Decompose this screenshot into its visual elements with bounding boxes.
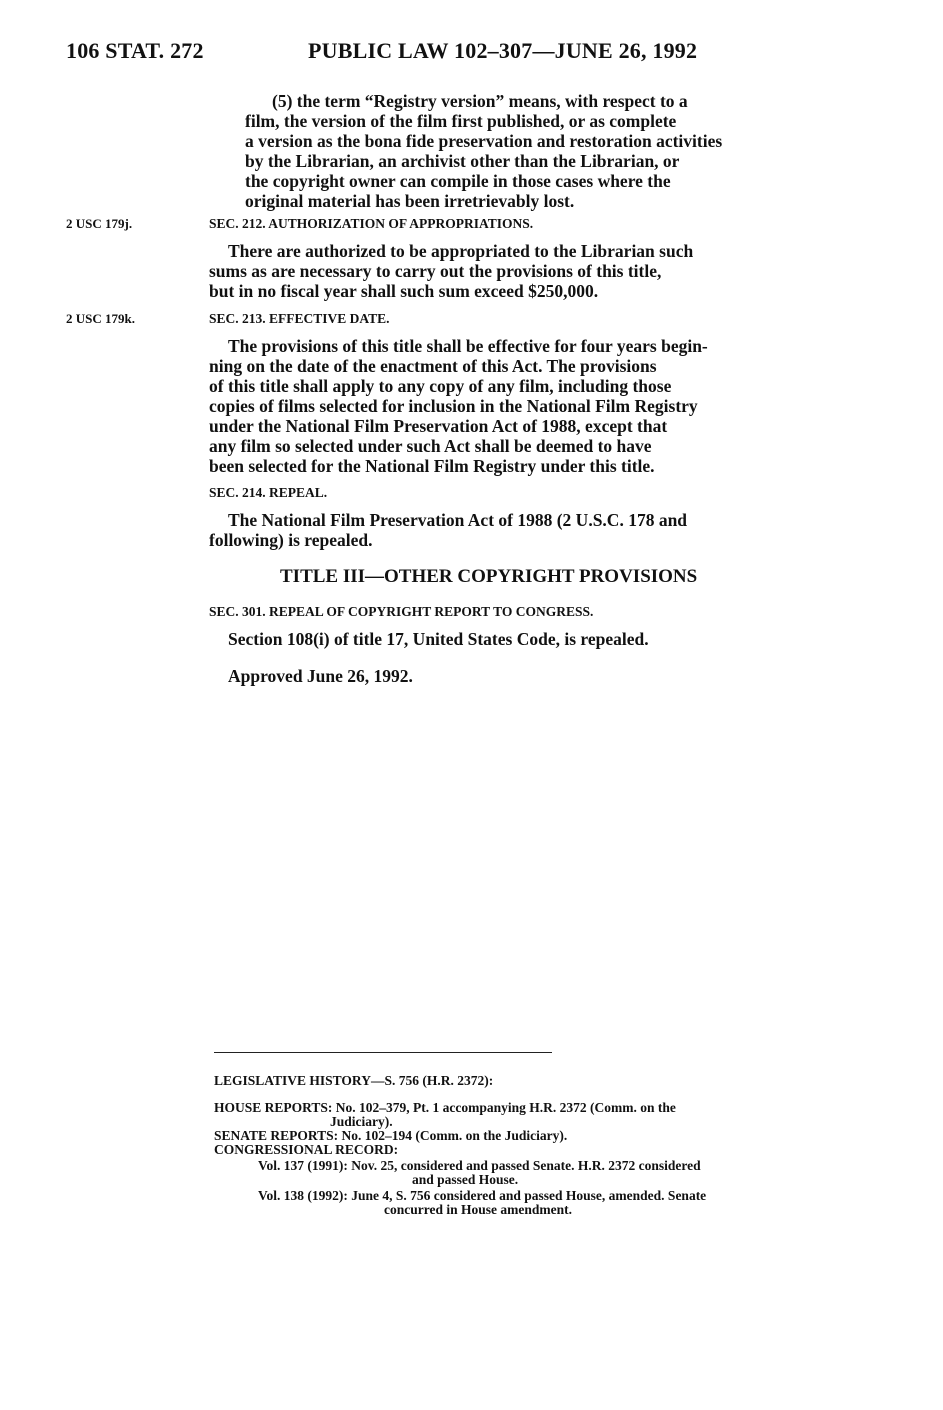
text-line: following) is repealed. (209, 530, 373, 550)
record-vol-138-cont: concurred in House amendment. (384, 1202, 572, 1217)
text-line: of this title shall apply to any copy of any film, including those (209, 376, 672, 396)
text-line: any film so selected under such Act shall be deemed to have (209, 436, 652, 456)
section-heading: SEC. 301. REPEAL OF COPYRIGHT REPORT TO CONGRESS. (209, 604, 594, 619)
text-line: (5) the term “Registry version” means, with respect to a (272, 91, 688, 111)
section-heading: SEC. 214. REPEAL. (209, 485, 328, 500)
section-text: Section 108(i) of title 17, United States Code, is repealed. (228, 629, 649, 649)
text-line: a version as the bona fide preservation and restoration activities (245, 131, 723, 151)
section-heading: SEC. 212. AUTHORIZATION OF APPROPRIATIONS. (209, 216, 534, 231)
running-header: PUBLIC LAW 102–307—JUNE 26, 1992 (308, 38, 698, 63)
record-vol-137: Vol. 137 (1991): Nov. 25, considered and passed Senate. H.R. 2372 considered (258, 1158, 701, 1173)
text-line: but in no fiscal year shall such sum exceed $250,000. (209, 281, 599, 301)
page-reference: 106 STAT. 272 (66, 38, 204, 63)
margin-citation: 2 USC 179j. (66, 216, 133, 231)
senate-reports: SENATE REPORTS: No. 102–194 (Comm. on the Judiciary). (214, 1128, 568, 1143)
text-line: The provisions of this title shall be effective for four years begin- (228, 336, 708, 356)
legislative-history-heading: LEGISLATIVE HISTORY—S. 756 (H.R. 2372): (214, 1073, 494, 1088)
text-line: sums as are necessary to carry out the provisions of this title, (209, 261, 662, 281)
footnote-rule (214, 1052, 552, 1053)
text-line: film, the version of the film first published, or as complete (245, 111, 677, 131)
title-heading: TITLE III—OTHER COPYRIGHT PROVISIONS (280, 566, 698, 587)
section-heading: SEC. 213. EFFECTIVE DATE. (209, 311, 390, 326)
text-line: under the National Film Preservation Act of 1988, except that (209, 416, 668, 436)
record-vol-138: Vol. 138 (1992): June 4, S. 756 considered and passed House, amended. Senate (258, 1188, 707, 1203)
text-line: There are authorized to be appropriated to the Librarian such (228, 241, 694, 261)
house-reports-cont: Judiciary). (330, 1114, 393, 1129)
text-line: The National Film Preservation Act of 1988 (2 U.S.C. 178 and (228, 510, 688, 530)
margin-citation: 2 USC 179k. (66, 311, 135, 326)
text-line: been selected for the National Film Registry under this title. (209, 456, 655, 476)
congressional-record-heading: CONGRESSIONAL RECORD: (214, 1142, 399, 1157)
text-line: the copyright owner can compile in those cases where the (245, 171, 671, 191)
approval-date: Approved June 26, 1992. (228, 666, 413, 686)
text-line: original material has been irretrievably lost. (245, 191, 575, 211)
text-line: ning on the date of the enactment of this Act. The provisions (209, 356, 657, 376)
record-vol-137-cont: and passed House. (412, 1172, 519, 1187)
text-line: by the Librarian, an archivist other than the Librarian, or (245, 151, 680, 171)
text-line: copies of films selected for inclusion in the National Film Registry (209, 396, 698, 416)
house-reports: HOUSE REPORTS: No. 102–379, Pt. 1 accompanying H.R. 2372 (Comm. on the (214, 1100, 676, 1115)
